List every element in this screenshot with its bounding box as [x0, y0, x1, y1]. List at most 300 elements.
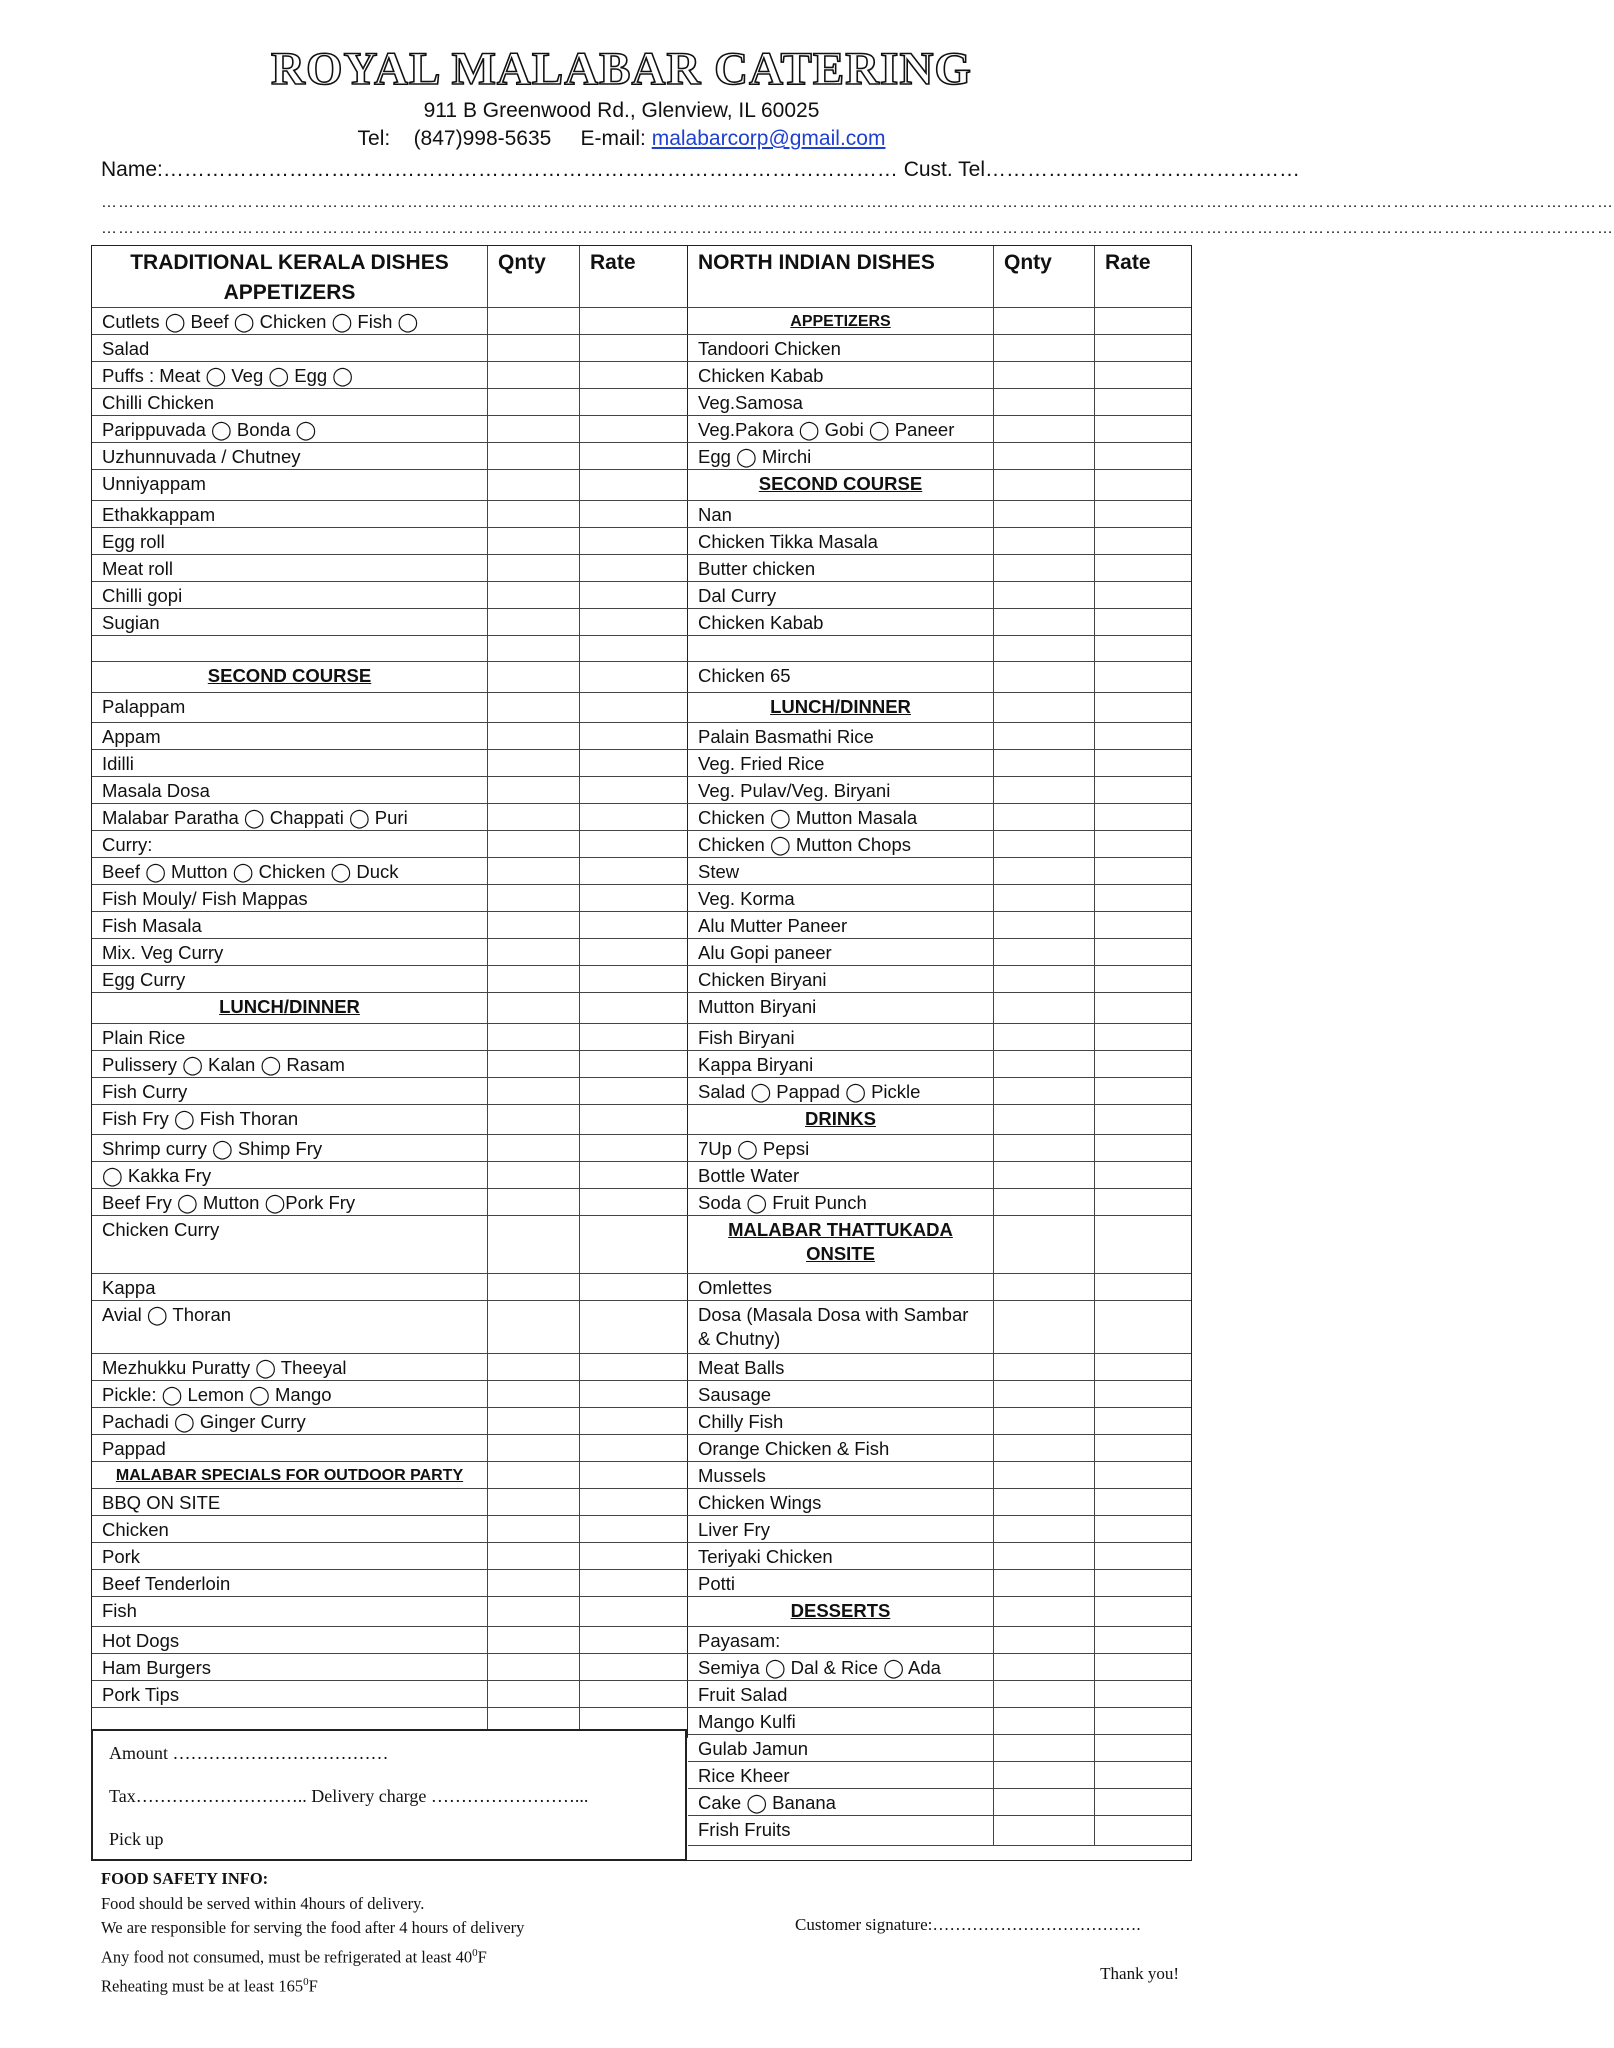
dish-alu-gopi-paneer: Alu Gopi paneer — [698, 942, 832, 963]
rate-cell[interactable] — [1094, 885, 1191, 911]
qty-column-header: Qnty — [993, 246, 1094, 307]
rate-cell[interactable] — [579, 1627, 688, 1653]
food-safety-line-3: Any food not consumed, must be refrigerated at least $40^0F$ — [101, 1946, 487, 1966]
qty-cell[interactable] — [993, 1489, 1094, 1515]
tax-delivery-line[interactable]: Tax……………………….. Delivery charge ……………………... — [109, 1786, 589, 1806]
rate-cell[interactable] — [579, 804, 688, 830]
rate-cell[interactable] — [1094, 804, 1191, 830]
qty-cell[interactable] — [993, 1024, 1094, 1050]
menu-item-row — [92, 1216, 688, 1274]
rate-cell[interactable] — [579, 1078, 688, 1104]
dish-beef-mutton-chicken-duck: Beef ◯ Mutton ◯ Chicken ◯ Duck — [102, 861, 399, 882]
rate-cell[interactable] — [1094, 1735, 1191, 1761]
menu-item-row — [92, 966, 688, 993]
qty-cell[interactable] — [993, 1354, 1094, 1380]
rate-cell[interactable] — [579, 1570, 688, 1596]
dish-salad-pappad-pickle: Salad ◯ Pappad ◯ Pickle — [698, 1081, 921, 1102]
qty-cell[interactable] — [993, 1462, 1094, 1488]
qty-cell[interactable] — [993, 636, 1094, 661]
rate-cell[interactable] — [1094, 582, 1191, 608]
menu-item-row — [688, 1408, 1191, 1435]
menu-item-row — [92, 636, 688, 662]
menu-item-row — [92, 1381, 688, 1408]
menu-item-row — [688, 1762, 1191, 1789]
rate-cell[interactable] — [1094, 1681, 1191, 1707]
qty-cell[interactable] — [993, 1078, 1094, 1104]
qty-cell[interactable] — [487, 1024, 579, 1050]
qty-cell[interactable] — [993, 804, 1094, 830]
rate-cell[interactable] — [1094, 1543, 1191, 1569]
rate-cell[interactable] — [1094, 1408, 1191, 1434]
qty-cell[interactable] — [993, 777, 1094, 803]
food-safety-line-4: Reheating must be at least $165^0F$ — [101, 1975, 318, 1995]
contact-line — [0, 127, 1243, 151]
qty-cell[interactable] — [487, 1435, 579, 1461]
section-header-row — [92, 246, 688, 308]
section-header-row — [688, 470, 1191, 501]
rate-cell[interactable] — [1094, 1627, 1191, 1653]
rate-cell[interactable] — [579, 501, 688, 527]
qty-cell[interactable] — [993, 1735, 1094, 1761]
qty-cell[interactable] — [487, 1543, 579, 1569]
dish-parippuvada-bonda: Parippuvada ◯ Bonda ◯ — [102, 419, 317, 440]
rate-cell[interactable] — [579, 389, 688, 415]
qty-cell[interactable] — [487, 443, 579, 469]
qty-cell[interactable] — [487, 1105, 579, 1134]
qty-cell[interactable] — [993, 831, 1094, 857]
qty-cell[interactable] — [993, 1816, 1094, 1845]
rate-cell[interactable] — [1094, 1301, 1191, 1353]
rate-cell[interactable] — [579, 693, 688, 722]
rate-cell[interactable] — [1094, 1570, 1191, 1596]
rate-cell[interactable] — [579, 470, 688, 500]
rate-cell — [1094, 1216, 1191, 1273]
rate-cell[interactable] — [1094, 1816, 1191, 1845]
qty-cell[interactable] — [993, 389, 1094, 415]
qty-cell[interactable] — [487, 501, 579, 527]
amount-box — [91, 1729, 687, 1861]
qty-cell[interactable] — [487, 1301, 579, 1353]
dish-malabar-specials-for-outdoor-party: MALABAR SPECIALS FOR OUTDOOR PARTY — [115, 1467, 464, 1484]
dish-chicken-kabab: Chicken Kabab — [698, 612, 824, 633]
menu-item-row — [92, 1354, 688, 1381]
dish-chicken-tikka-masala: Chicken Tikka Masala — [698, 531, 878, 552]
rate-cell[interactable] — [1094, 750, 1191, 776]
address-line-1[interactable]: …………………………………………………………………………………………………………………………………………………………………………………………………………………………………………… — [101, 194, 1614, 211]
rate-cell[interactable] — [1094, 555, 1191, 581]
rate-cell[interactable] — [579, 1162, 688, 1188]
dish-pickle-lemon-mango: Pickle: ◯ Lemon ◯ Mango — [102, 1384, 332, 1405]
qty-cell[interactable] — [993, 1301, 1094, 1353]
dish-egg-roll: Egg roll — [102, 531, 165, 552]
rate-cell — [1094, 470, 1191, 500]
qty-cell[interactable] — [487, 1681, 579, 1707]
qty-cell — [993, 308, 1094, 334]
rate-cell[interactable] — [579, 777, 688, 803]
menu-item-row — [92, 1135, 688, 1162]
qty-cell[interactable] — [487, 1135, 579, 1161]
dish-stew: Stew — [698, 861, 740, 882]
qty-cell[interactable] — [487, 1489, 579, 1515]
menu-item-row — [688, 1435, 1191, 1462]
qty-cell[interactable] — [993, 362, 1094, 388]
section-header-row — [688, 246, 1191, 308]
menu-item-row — [92, 362, 688, 389]
dish-7up-pepsi: 7Up ◯ Pepsi — [698, 1138, 810, 1159]
dish-mezhukku-puratty-theeyal: Mezhukku Puratty ◯ Theeyal — [102, 1357, 347, 1378]
rate-cell[interactable] — [579, 1216, 688, 1273]
qty-cell[interactable] — [993, 1135, 1094, 1161]
qty-cell[interactable] — [487, 528, 579, 554]
rate-cell[interactable] — [1094, 1489, 1191, 1515]
dish-kakka-fry: ◯ Kakka Fry — [102, 1165, 212, 1186]
dish-teriyaki-chicken: Teriyaki Chicken — [698, 1546, 833, 1567]
qty-cell[interactable] — [487, 362, 579, 388]
menu-item-row — [92, 858, 688, 885]
rate-cell[interactable] — [579, 1381, 688, 1407]
rate-cell[interactable] — [1094, 609, 1191, 635]
rate-cell — [1094, 1597, 1191, 1626]
rate-cell[interactable] — [579, 335, 688, 361]
qty-cell[interactable] — [993, 1627, 1094, 1653]
menu-item-row — [688, 993, 1191, 1024]
qty-cell[interactable] — [993, 1654, 1094, 1680]
rate-cell[interactable] — [1094, 1516, 1191, 1542]
qty-cell[interactable] — [993, 335, 1094, 361]
address-line-2[interactable]: …………………………………………………………………………………………………………………………………………………………………………………………………………………………………………… — [101, 220, 1614, 237]
dish-blank — [92, 636, 487, 661]
rate-cell[interactable] — [579, 528, 688, 554]
rate-cell[interactable] — [1094, 1462, 1191, 1488]
qty-cell[interactable] — [993, 1051, 1094, 1077]
qty-cell[interactable] — [487, 1051, 579, 1077]
dish-appam: Appam — [102, 726, 161, 747]
rate-cell[interactable] — [1094, 1051, 1191, 1077]
menu-item-row — [688, 1570, 1191, 1597]
menu-item-row — [688, 443, 1191, 470]
qty-cell[interactable] — [993, 1516, 1094, 1542]
dish-potti: Potti — [698, 1573, 736, 1594]
rate-cell[interactable] — [579, 555, 688, 581]
dish-veg-fried-rice: Veg. Fried Rice — [698, 753, 825, 774]
qty-cell[interactable] — [993, 1381, 1094, 1407]
menu-item-row — [92, 1597, 688, 1627]
dish-chicken: Chicken — [102, 1519, 169, 1540]
rate-cell[interactable] — [1094, 1708, 1191, 1734]
rate-cell[interactable] — [1094, 416, 1191, 442]
qty-cell[interactable] — [993, 1189, 1094, 1215]
qty-cell[interactable] — [487, 1189, 579, 1215]
rate-cell[interactable] — [579, 1408, 688, 1434]
rate-cell[interactable] — [1094, 1789, 1191, 1815]
qty-cell[interactable] — [487, 470, 579, 500]
qty-cell[interactable] — [993, 1681, 1094, 1707]
rate-cell[interactable] — [1094, 777, 1191, 803]
qty-cell[interactable] — [487, 1162, 579, 1188]
rate-cell[interactable] — [579, 1543, 688, 1569]
rate-cell[interactable] — [579, 939, 688, 965]
food-safety-heading: FOOD SAFETY INFO: — [101, 1869, 269, 1888]
menu-item-row — [688, 416, 1191, 443]
dish-gulab-jamun: Gulab Jamun — [698, 1738, 809, 1759]
rate-cell[interactable] — [1094, 362, 1191, 388]
section-header-row — [92, 1462, 688, 1489]
qty-cell[interactable] — [487, 636, 579, 661]
dish-malabar-paratha-chappati-puri: Malabar Paratha ◯ Chappati ◯ Puri — [102, 807, 408, 828]
rate-cell[interactable] — [1094, 1354, 1191, 1380]
menu-item-row — [688, 555, 1191, 582]
qty-cell[interactable] — [487, 858, 579, 884]
rate-cell[interactable] — [579, 1597, 688, 1626]
rate-cell[interactable] — [579, 1274, 688, 1300]
rate-cell[interactable] — [1094, 501, 1191, 527]
qty-cell[interactable] — [487, 1597, 579, 1626]
qty-cell[interactable] — [993, 723, 1094, 749]
qty-cell[interactable] — [487, 912, 579, 938]
tel-label: Tel: — [357, 127, 391, 150]
menu-item-row — [688, 1816, 1191, 1846]
menu-item-row — [688, 1516, 1191, 1543]
rate-cell[interactable] — [579, 1681, 688, 1707]
menu-item-row — [688, 1735, 1191, 1762]
rate-cell[interactable] — [1094, 1654, 1191, 1680]
rate-cell[interactable] — [1094, 1135, 1191, 1161]
rate-cell[interactable] — [1094, 1274, 1191, 1300]
rate-cell[interactable] — [1094, 1762, 1191, 1788]
customer-name-line[interactable] — [101, 158, 1301, 182]
rate-cell[interactable] — [579, 1105, 688, 1134]
dish-liver-fry: Liver Fry — [698, 1519, 770, 1540]
dish-meat-balls: Meat Balls — [698, 1357, 785, 1378]
dish-malabar-thattukada-onsite: MALABAR THATTUKADA ONSITE — [728, 1219, 953, 1264]
rate-cell[interactable] — [1094, 528, 1191, 554]
qty-cell[interactable] — [487, 1408, 579, 1434]
menu-item-row — [92, 1105, 688, 1135]
qty-cell[interactable] — [993, 885, 1094, 911]
dish-veg-korma: Veg. Korma — [698, 888, 795, 909]
dish-idilli: Idilli — [102, 753, 134, 774]
rate-cell[interactable] — [1094, 993, 1191, 1023]
rate-cell[interactable] — [1094, 636, 1191, 661]
dish-mango-kulfi: Mango Kulfi — [698, 1711, 796, 1732]
rate-cell[interactable] — [1094, 966, 1191, 992]
qty-cell[interactable] — [993, 993, 1094, 1023]
dish-chilly-fish: Chilly Fish — [698, 1411, 784, 1432]
qty-cell[interactable] — [993, 1762, 1094, 1788]
menu-item-row — [688, 831, 1191, 858]
menu-item-row — [92, 470, 688, 501]
menu-item-row — [92, 693, 688, 723]
menu-item-row — [688, 1627, 1191, 1654]
qty-cell[interactable] — [993, 555, 1094, 581]
menu-item-row — [688, 777, 1191, 804]
menu-item-row — [92, 1435, 688, 1462]
dish-palappam: Palappam — [102, 696, 186, 717]
rate-cell[interactable] — [579, 308, 688, 334]
rate-cell[interactable] — [579, 1489, 688, 1515]
qty-cell[interactable] — [487, 1274, 579, 1300]
qty-cell[interactable] — [993, 912, 1094, 938]
qty-cell[interactable] — [487, 582, 579, 608]
rate-cell[interactable] — [579, 912, 688, 938]
rate-cell[interactable] — [1094, 1024, 1191, 1050]
qty-cell[interactable] — [487, 335, 579, 361]
dish-fish: Fish — [102, 1600, 137, 1621]
qty-cell[interactable] — [993, 416, 1094, 442]
qty-cell — [993, 470, 1094, 500]
rate-cell[interactable] — [1094, 939, 1191, 965]
qty-cell[interactable] — [487, 831, 579, 857]
rate-cell[interactable] — [579, 582, 688, 608]
dish-chicken-curry: Chicken Curry — [102, 1219, 220, 1240]
dish-chicken-wings: Chicken Wings — [698, 1492, 822, 1513]
qty-cell[interactable] — [993, 1408, 1094, 1434]
rate-cell[interactable] — [579, 636, 688, 661]
customer-signature-line[interactable]: Customer signature:………………………………. — [795, 1915, 1141, 1934]
rate-cell[interactable] — [579, 443, 688, 469]
rate-cell[interactable] — [1094, 831, 1191, 857]
rate-cell[interactable] — [579, 885, 688, 911]
qty-cell[interactable] — [487, 723, 579, 749]
rate-cell[interactable] — [1094, 1189, 1191, 1215]
rate-cell[interactable] — [579, 1654, 688, 1680]
qty-cell[interactable] — [487, 1516, 579, 1542]
qty-cell[interactable] — [487, 389, 579, 415]
qty-cell[interactable] — [993, 501, 1094, 527]
section-header-row — [688, 1216, 1191, 1274]
rate-cell[interactable] — [1094, 1381, 1191, 1407]
qty-cell[interactable] — [487, 1627, 579, 1653]
qty-cell[interactable] — [487, 885, 579, 911]
qty-cell[interactable] — [487, 555, 579, 581]
dish-veg-pakora-gobi-paneer: Veg.Pakora ◯ Gobi ◯ Paneer — [698, 419, 955, 440]
rate-cell[interactable] — [579, 1024, 688, 1050]
qty-cell[interactable] — [993, 1789, 1094, 1815]
qty-cell[interactable] — [993, 1708, 1094, 1734]
qty-cell[interactable] — [487, 1570, 579, 1596]
dish-veg-samosa: Veg.Samosa — [698, 392, 803, 413]
pickup-line[interactable]: Pick up — [109, 1829, 164, 1849]
qty-cell[interactable] — [487, 693, 579, 722]
menu-item-row — [688, 662, 1191, 693]
qty-cell[interactable] — [487, 1654, 579, 1680]
qty-cell[interactable] — [487, 1381, 579, 1407]
rate-cell[interactable] — [579, 1051, 688, 1077]
rate-cell[interactable] — [579, 966, 688, 992]
rate-cell[interactable] — [579, 1435, 688, 1461]
qty-cell[interactable] — [993, 966, 1094, 992]
qty-cell[interactable] — [993, 1435, 1094, 1461]
menu-item-row — [92, 1408, 688, 1435]
dish-orange-chicken-fish: Orange Chicken & Fish — [698, 1438, 890, 1459]
qty-cell[interactable] — [993, 1543, 1094, 1569]
dish-egg-curry: Egg Curry — [102, 969, 186, 990]
rate-cell[interactable] — [579, 858, 688, 884]
rate-cell[interactable] — [579, 750, 688, 776]
dish-shrimp-curry-shimp-fry: Shrimp curry ◯ Shimp Fry — [102, 1138, 323, 1159]
dish-masala-dosa: Masala Dosa — [102, 780, 210, 801]
rate-cell[interactable] — [1094, 335, 1191, 361]
dish-drinks: DRINKS — [805, 1108, 876, 1129]
qty-cell[interactable] — [487, 609, 579, 635]
dish-cake-banana: Cake ◯ Banana — [698, 1792, 836, 1813]
rate-cell[interactable] — [1094, 723, 1191, 749]
qty-cell[interactable] — [487, 939, 579, 965]
qty-cell[interactable] — [487, 308, 579, 334]
cust-tel-label: Cust. Tel — [903, 158, 986, 181]
rate-cell[interactable] — [1094, 858, 1191, 884]
rate-cell[interactable] — [1094, 443, 1191, 469]
dish-fish-masala: Fish Masala — [102, 915, 202, 936]
qty-cell[interactable] — [487, 750, 579, 776]
dish-mutton-biryani: Mutton Biryani — [698, 996, 817, 1017]
menu-item-row — [688, 966, 1191, 993]
menu-item-row — [92, 750, 688, 777]
menu-item-row — [688, 528, 1191, 555]
dish-alu-mutter-paneer: Alu Mutter Paneer — [698, 915, 848, 936]
menu-item-row — [92, 528, 688, 555]
dish-meat-roll: Meat roll — [102, 558, 173, 579]
rate-cell[interactable] — [1094, 1078, 1191, 1104]
rate-cell[interactable] — [579, 723, 688, 749]
dish-cutlets-beef-chicken-fish: Cutlets ◯ Beef ◯ Chicken ◯ Fish ◯ — [102, 311, 419, 332]
rate-cell[interactable] — [579, 1354, 688, 1380]
qty-cell[interactable] — [487, 966, 579, 992]
menu-item-row — [688, 1301, 1191, 1354]
rate-cell[interactable] — [579, 1189, 688, 1215]
dish-fruit-salad: Fruit Salad — [698, 1684, 788, 1705]
rate-cell[interactable] — [579, 831, 688, 857]
rate-cell[interactable] — [579, 1301, 688, 1353]
rate-cell[interactable] — [1094, 912, 1191, 938]
qty-cell[interactable] — [993, 1162, 1094, 1188]
menu-item-row — [92, 335, 688, 362]
dish-mix-veg-curry: Mix. Veg Curry — [102, 942, 224, 963]
rate-cell[interactable] — [579, 416, 688, 442]
qty-cell[interactable] — [487, 1354, 579, 1380]
menu-item-row — [688, 1162, 1191, 1189]
amount-line[interactable]: Amount ……………………………… — [109, 1743, 389, 1763]
rate-cell[interactable] — [1094, 1162, 1191, 1188]
rate-cell[interactable] — [579, 609, 688, 635]
rate-cell[interactable] — [1094, 389, 1191, 415]
qty-cell[interactable] — [993, 443, 1094, 469]
rate-cell[interactable] — [1094, 662, 1191, 692]
email-link[interactable]: malabarcorp@gmail.com — [651, 127, 886, 150]
qty-cell[interactable] — [487, 777, 579, 803]
qty-cell[interactable] — [993, 662, 1094, 692]
qty-cell[interactable] — [993, 858, 1094, 884]
qty-cell[interactable] — [993, 1274, 1094, 1300]
qty-cell[interactable] — [487, 416, 579, 442]
qty-cell[interactable] — [993, 528, 1094, 554]
rate-cell[interactable] — [579, 1135, 688, 1161]
qty-cell[interactable] — [993, 939, 1094, 965]
dish-beef-fry-mutton-pork-fry: Beef Fry ◯ Mutton ◯Pork Fry — [102, 1192, 356, 1213]
qty-cell[interactable] — [993, 1570, 1094, 1596]
qty-cell[interactable] — [487, 1216, 579, 1273]
rate-cell[interactable] — [1094, 1435, 1191, 1461]
qty-cell[interactable] — [993, 750, 1094, 776]
qty-cell[interactable] — [487, 804, 579, 830]
rate-cell — [579, 662, 688, 692]
qty-cell[interactable] — [993, 582, 1094, 608]
rate-cell[interactable] — [579, 1516, 688, 1542]
qty-cell[interactable] — [993, 609, 1094, 635]
dish-bottle-water: Bottle Water — [698, 1165, 800, 1186]
rate-cell[interactable] — [579, 362, 688, 388]
qty-cell[interactable] — [487, 1078, 579, 1104]
